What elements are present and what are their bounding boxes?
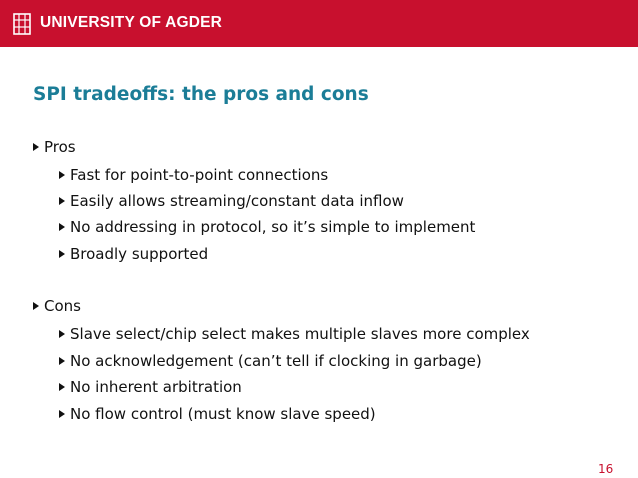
- arrowhead-bullet-icon: [59, 357, 65, 365]
- arrowhead-bullet-icon: [59, 383, 65, 391]
- cons-heading: [33, 296, 81, 316]
- arrowhead-bullet-icon: [59, 197, 65, 205]
- pros-label: Pros: [44, 138, 76, 156]
- list-item-text: No addressing in protocol, so it’s simple to implement: [70, 218, 476, 236]
- list-item: [59, 244, 208, 264]
- arrowhead-bullet-icon: [59, 330, 65, 338]
- arrowhead-bullet-icon: [59, 223, 65, 231]
- pros-heading: [33, 137, 76, 157]
- arrowhead-bullet-icon: [59, 250, 65, 258]
- list-item-text: Broadly supported: [70, 245, 209, 263]
- list-item-text: Fast for point-to-point connections: [70, 166, 329, 184]
- slide-title: SPI tradeoffs: the pros and cons: [33, 84, 369, 105]
- list-item: [59, 377, 242, 397]
- header-bar: [0, 0, 638, 47]
- cons-label: Cons: [44, 297, 81, 315]
- list-item-text: No acknowledgement (can’t tell if clocking in garbage): [70, 352, 482, 370]
- arrowhead-bullet-icon: [59, 410, 65, 418]
- list-item: [59, 217, 475, 237]
- university-name: UNIVERSITY OF AGDER: [40, 14, 223, 31]
- list-item: [59, 165, 328, 185]
- list-item: [59, 191, 404, 211]
- list-item: [59, 404, 376, 424]
- arrowhead-bullet-icon: [33, 302, 39, 310]
- list-item-text: Slave select/chip select makes multiple slaves more complex: [70, 325, 530, 343]
- list-item: [59, 351, 482, 371]
- page-number: 16: [598, 462, 614, 476]
- arrowhead-bullet-icon: [59, 171, 65, 179]
- list-item-text: Easily allows streaming/constant data inflow: [70, 192, 404, 210]
- uia-grid-logo-icon: [13, 13, 31, 35]
- list-item: [59, 324, 530, 344]
- list-item-text: No flow control (must know slave speed): [70, 405, 376, 423]
- arrowhead-bullet-icon: [33, 143, 39, 151]
- list-item-text: No inherent arbitration: [70, 378, 242, 396]
